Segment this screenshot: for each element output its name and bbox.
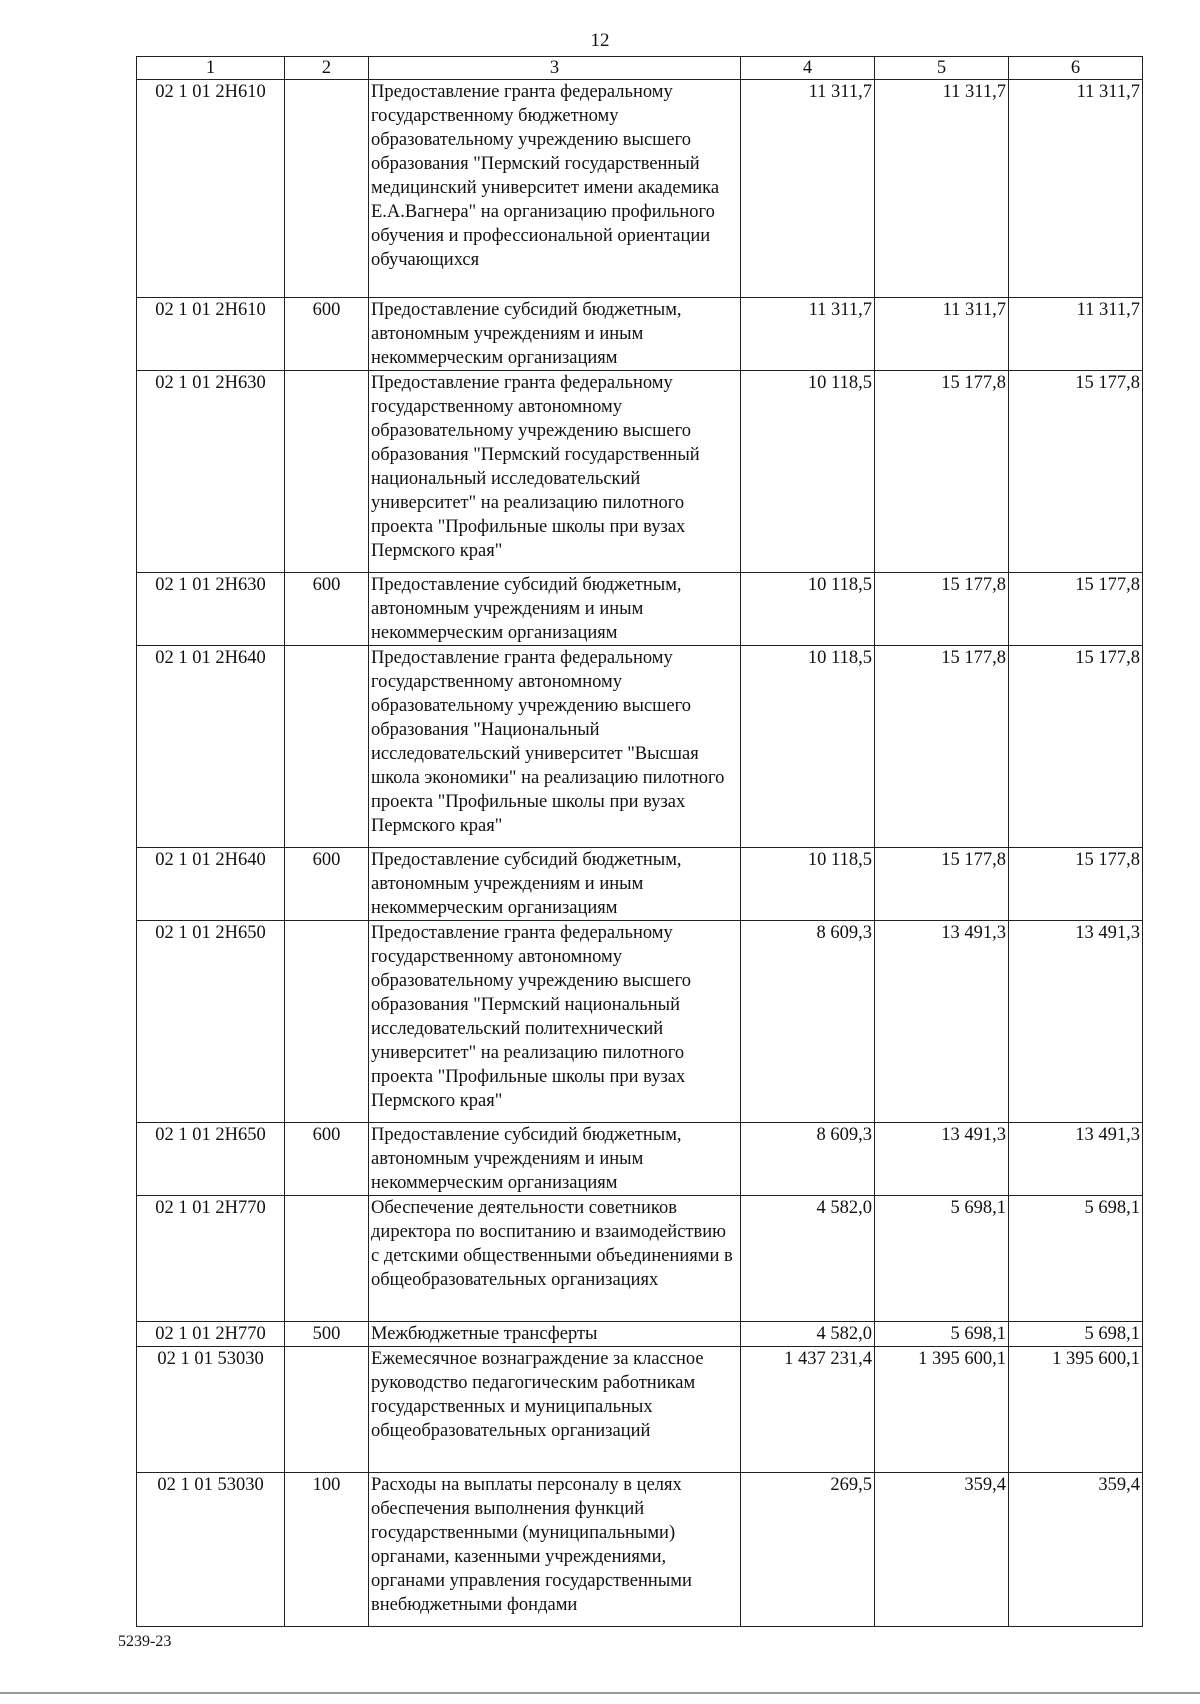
row-expense-type bbox=[285, 921, 369, 1123]
table-row bbox=[137, 1347, 1143, 1473]
table-row bbox=[137, 1196, 1143, 1322]
row-value-col4: 10 118,5 bbox=[741, 646, 875, 848]
row-value-col5: 5 698,1 bbox=[875, 1322, 1009, 1347]
row-description: Ежемесячное вознаграждение за классное руководство педагогическим работникам государственных и муниципальных общеобразовательных организаций bbox=[369, 1347, 741, 1473]
row-expense-type: 600 bbox=[285, 573, 369, 646]
row-value-col5: 13 491,3 bbox=[875, 1123, 1009, 1196]
row-code: 02 1 01 2Н640 bbox=[137, 848, 285, 921]
row-expense-type bbox=[285, 371, 369, 573]
table-row bbox=[137, 371, 1143, 573]
table-row bbox=[137, 848, 1143, 921]
row-value-col6: 13 491,3 bbox=[1009, 921, 1143, 1123]
document-code: 5239-23 bbox=[118, 1633, 172, 1650]
row-description: Предоставление гранта федеральному государственному автономному образовательному учреждению высшего образования "Национальный исследовательский университет "Высшая школа экономики" на реализацию пилотного проекта "Профильные школы при вузах Пермского края" bbox=[369, 646, 741, 848]
row-value-col4: 10 118,5 bbox=[741, 848, 875, 921]
table-row bbox=[137, 1322, 1143, 1347]
row-value-col6: 11 311,7 bbox=[1009, 298, 1143, 371]
row-value-col6: 5 698,1 bbox=[1009, 1322, 1143, 1347]
row-expense-type: 600 bbox=[285, 298, 369, 371]
column-header: 5 bbox=[875, 57, 1009, 80]
row-value-col4: 4 582,0 bbox=[741, 1322, 875, 1347]
table-row bbox=[137, 573, 1143, 646]
row-description: Предоставление субсидий бюджетным, автономным учреждениям и иным некоммерческим организациям bbox=[369, 848, 741, 921]
row-value-col6: 359,4 bbox=[1009, 1473, 1143, 1627]
row-code: 02 1 01 2Н650 bbox=[137, 1123, 285, 1196]
row-value-col5: 15 177,8 bbox=[875, 848, 1009, 921]
row-value-col5: 15 177,8 bbox=[875, 573, 1009, 646]
row-value-col4: 8 609,3 bbox=[741, 1123, 875, 1196]
row-description: Обеспечение деятельности советников директора по воспитанию и взаимодействию с детскими общественными объединениями в общеобразовательных организациях bbox=[369, 1196, 741, 1322]
row-value-col5: 11 311,7 bbox=[875, 80, 1009, 298]
row-code: 02 1 01 2Н640 bbox=[137, 646, 285, 848]
row-expense-type bbox=[285, 80, 369, 298]
table-row bbox=[137, 298, 1143, 371]
row-description: Предоставление субсидий бюджетным, автономным учреждениям и иным некоммерческим организациям bbox=[369, 573, 741, 646]
row-expense-type: 100 bbox=[285, 1473, 369, 1627]
table-row bbox=[137, 646, 1143, 848]
row-code: 02 1 01 2Н610 bbox=[137, 80, 285, 298]
row-value-col4: 4 582,0 bbox=[741, 1196, 875, 1322]
table-row bbox=[137, 921, 1143, 1123]
row-description: Межбюджетные трансферты bbox=[369, 1322, 741, 1347]
row-value-col4: 1 437 231,4 bbox=[741, 1347, 875, 1473]
row-code: 02 1 01 2Н650 bbox=[137, 921, 285, 1123]
row-code: 02 1 01 53030 bbox=[137, 1347, 285, 1473]
row-description: Предоставление гранта федеральному государственному бюджетному образовательному учреждению высшего образования "Пермский государственный медицинский университет имени академика Е.А.Вагнера" на организацию профильного обучения и профессиональной ориентации обучающихся bbox=[369, 80, 741, 298]
row-value-col4: 10 118,5 bbox=[741, 371, 875, 573]
table-header-row bbox=[137, 57, 1143, 80]
column-header: 6 bbox=[1009, 57, 1143, 80]
table-row bbox=[137, 1473, 1143, 1627]
row-value-col5: 13 491,3 bbox=[875, 921, 1009, 1123]
row-value-col6: 13 491,3 bbox=[1009, 1123, 1143, 1196]
row-value-col4: 269,5 bbox=[741, 1473, 875, 1627]
row-value-col6: 15 177,8 bbox=[1009, 646, 1143, 848]
row-description: Расходы на выплаты персоналу в целях обеспечения выполнения функций государственными (муниципальными) органами, казенными учреждениями, органами управления государственными внебюджетными фондами bbox=[369, 1473, 741, 1627]
row-value-col4: 8 609,3 bbox=[741, 921, 875, 1123]
row-description: Предоставление субсидий бюджетным, автономным учреждениям и иным некоммерческим организациям bbox=[369, 1123, 741, 1196]
row-value-col6: 15 177,8 bbox=[1009, 371, 1143, 573]
row-expense-type bbox=[285, 646, 369, 848]
row-value-col5: 11 311,7 bbox=[875, 298, 1009, 371]
column-header: 1 bbox=[137, 57, 285, 80]
row-value-col5: 5 698,1 bbox=[875, 1196, 1009, 1322]
row-value-col6: 15 177,8 bbox=[1009, 848, 1143, 921]
row-code: 02 1 01 2Н770 bbox=[137, 1322, 285, 1347]
page-bottom-rule bbox=[0, 1692, 1200, 1694]
budget-table bbox=[136, 56, 1143, 1627]
row-expense-type: 600 bbox=[285, 848, 369, 921]
column-header: 3 bbox=[369, 57, 741, 80]
row-value-col5: 15 177,8 bbox=[875, 646, 1009, 848]
column-header: 4 bbox=[741, 57, 875, 80]
row-code: 02 1 01 2Н610 bbox=[137, 298, 285, 371]
row-value-col6: 1 395 600,1 bbox=[1009, 1347, 1143, 1473]
row-code: 02 1 01 53030 bbox=[137, 1473, 285, 1627]
row-description: Предоставление субсидий бюджетным, автономным учреждениям и иным некоммерческим организациям bbox=[369, 298, 741, 371]
row-value-col4: 11 311,7 bbox=[741, 80, 875, 298]
row-value-col5: 15 177,8 bbox=[875, 371, 1009, 573]
row-value-col4: 11 311,7 bbox=[741, 298, 875, 371]
row-value-col5: 1 395 600,1 bbox=[875, 1347, 1009, 1473]
row-expense-type: 600 bbox=[285, 1123, 369, 1196]
row-code: 02 1 01 2Н630 bbox=[137, 573, 285, 646]
page-number: 12 bbox=[590, 30, 610, 51]
row-code: 02 1 01 2Н770 bbox=[137, 1196, 285, 1322]
row-description: Предоставление гранта федеральному государственному автономному образовательному учреждению высшего образования "Пермский государственный национальный исследовательский университет" на реализацию пилотного проекта "Профильные школы при вузах Пермского края" bbox=[369, 371, 741, 573]
column-header: 2 bbox=[285, 57, 369, 80]
row-code: 02 1 01 2Н630 bbox=[137, 371, 285, 573]
table-row bbox=[137, 1123, 1143, 1196]
row-value-col6: 11 311,7 bbox=[1009, 80, 1143, 298]
row-value-col6: 15 177,8 bbox=[1009, 573, 1143, 646]
row-value-col6: 5 698,1 bbox=[1009, 1196, 1143, 1322]
table-row bbox=[137, 80, 1143, 298]
row-value-col5: 359,4 bbox=[875, 1473, 1009, 1627]
row-description: Предоставление гранта федеральному государственному автономному образовательному учреждению высшего образования "Пермский национальный исследовательский политехнический университет" на реализацию пилотного проекта "Профильные школы при вузах Пермского края" bbox=[369, 921, 741, 1123]
row-expense-type: 500 bbox=[285, 1322, 369, 1347]
row-expense-type bbox=[285, 1196, 369, 1322]
row-expense-type bbox=[285, 1347, 369, 1473]
row-value-col4: 10 118,5 bbox=[741, 573, 875, 646]
